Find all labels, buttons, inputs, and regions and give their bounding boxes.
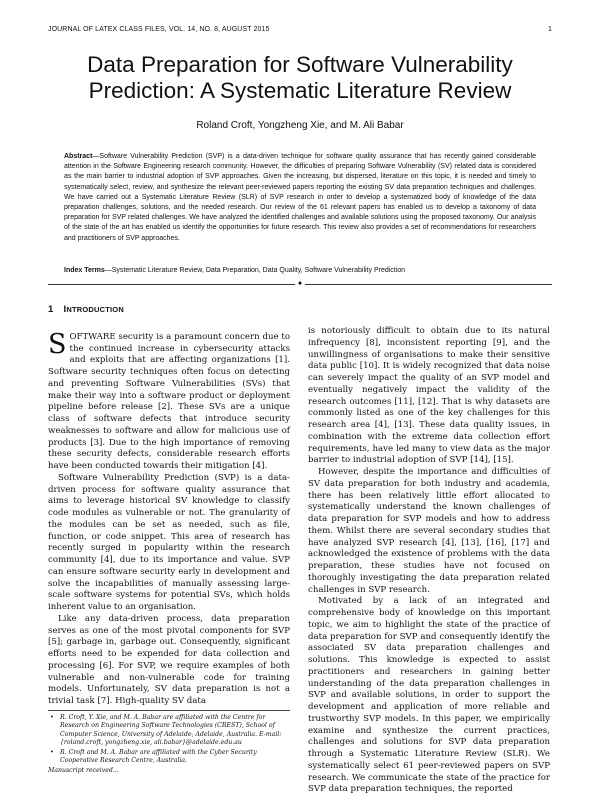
- paragraph: is notoriously difficult to obtain due to its natural infrequency [8], inconsistent reporting [9], and the unwillingness of organisations to make their sensitive data public [10]. It is widely recognized that data noise can severely impact the quality of an SVP model and eventually negatively impact the validity of the research outcomes [11], [12]. That is why datasets are commonly listed as one of the key challenges for this research area [4], [13]. These data quality issues, in combination with the extreme data collection effort requirements, have led many to view data as the major barrier to industrial adoption of SVP [14], [15].: [308, 326, 550, 466]
- footnote-text: R. Croft and M. A. Babar are affiliated with the Cyber Security Cooperative Research Centre, Australia.: [60, 748, 257, 765]
- section-title-first: I: [63, 304, 67, 315]
- bullet-icon: •: [50, 748, 54, 756]
- first-word: OFTWARE: [69, 331, 116, 342]
- manuscript-note: Manuscript received...: [48, 767, 119, 775]
- paragraph: Like any data-driven process, data preparation serves as one of the most pivotal components for SVP [5]; garbage in, garbage out. Consequently, significant efforts need to be expended for data collection and processing [6]. For SVP, we require examples of both vulnerable and non-vulnerable code for training models. Unfortunately, SV data preparation is not a trivial task [7]. High-quality SV data: [48, 613, 290, 706]
- paragraph: However, despite the importance and difficulties of SV data preparation for both industry and academia, there has been relatively little effort allocated to systematically understand the known challenges of data preparation for SVP models and how to address them. Whilst there are several secondary studies that have analyzed SVP research [4], [13], [16], [17] and acknowledged the existence of problems with the data preparation, these studies have not focused on thoroughly investigating the data preparation related challenges in SVP research.: [308, 467, 550, 595]
- index-terms-label: Index Terms: [64, 267, 105, 274]
- diamond-ornament-icon: ✦: [296, 279, 304, 288]
- bullet-icon: •: [50, 714, 54, 721]
- footnote: [48, 714, 290, 748]
- section-heading: [48, 304, 290, 316]
- paper-title: Data Preparation for Software Vulnerability Prediction: A Systematic Literature Review: [87, 52, 513, 103]
- footnote-text: R. Croft, Y. Xie, and M. A. Babar are affiliated with the Centre for Research on Engineering Software Technologies (CREST), School of Computer Science, University of Adelaide, Adelaide, Australia. E-mail: {roland.croft, yongzheng.xie, ali.babar}@adelaide.edu.au: [60, 714, 282, 747]
- paragraph-text: security is a paramount concern due to the continued increase in cybersecurity attacks and exploits that are affecting organizations [1]. Software security techniques often focus on detecting and preventing Software Vulnerabilities (SVs) that make their way into a software product or deployment pipeline before release [2]. These SVs are a unique class of software defects that introduce security weaknesses to software and allow for malicious use of products [3]. Due to the high importance of removing these security defects, considerable research efforts have been conducted towards their mitigation [4].: [48, 331, 290, 471]
- drop-cap: S: [48, 328, 67, 360]
- section-title-rest: NTRODUCTION: [66, 305, 124, 314]
- paragraph: [48, 328, 290, 473]
- journal-header: JOURNAL OF LATEX CLASS FILES, VOL. 14, NO. 8, AUGUST 2015: [48, 26, 270, 33]
- paragraph: Motivated by a lack of an integrated and comprehensive body of knowledge on this important topic, we aim to highlight the state of the practice of data preparation for SVP and consequently identify the associated SV data preparation challenges and solutions. This knowledge is expected to assist practitioners and researchers in gaining better understanding of the data preparation challenges in SVP and available solutions, in order to support the development and application of more reliable and trustworthy SVP models. In this paper, we empirically examine and synthesize the current practices, challenges and solutions for SVP data preparation through a Systematic Literature Review (SLR). We systematically select 61 peer-reviewed papers on SVP research. We communicate the state of the practice for SVP data preparation techniques, the reported: [308, 596, 550, 795]
- paragraph: Software Vulnerability Prediction (SVP) is a data-driven process for software quality assurance that aims to leverage historical SV knowledge to classify code modules as vulnerable or not. The granularity of the modules can be set as needed, such as file, function, or code snippet. This area of research has recently surged in popularity within the research community [4], due to its importance and value. SVP can ensure software security early in development and solve the incapabilities of manually assessing large-scale software systems for potential SVs, which holds inherent value to an organisation.: [48, 472, 290, 612]
- abstract-label: Abstract: [64, 153, 93, 160]
- section-number: 1: [48, 304, 54, 315]
- page-number: 1: [548, 26, 552, 33]
- index-terms-text: —Systematic Literature Review, Data Preparation, Data Quality, Software Vulnerability Prediction: [104, 267, 406, 274]
- footnote: [48, 749, 290, 766]
- author-list: Roland Croft, Yongzheng Xie, and M. Ali Babar: [196, 120, 404, 131]
- abstract: [64, 152, 536, 244]
- left-column: [48, 304, 290, 708]
- right-column: [308, 326, 550, 796]
- footnotes: [48, 710, 290, 776]
- index-terms: [64, 266, 536, 276]
- abstract-text: —Software Vulnerability Prediction (SVP) is a data-driven technique for software quality assurance that has recently gained considerable attention in the Software Engineering research community. However, the difficulties of preparing Software Vulnerability (SV) related data is considered as the main barrier to industrial adoption of SVP approaches. Given the increasing, but dispersed, literature on this topic, it is needed and timely to systematically select, review, and synthesize the relevant peer-reviewed papers reporting the existing SV data preparation techniques and challenges. We have carried out a Systematic Literature Review (SLR) of SVP research in order to develop a systematized body of knowledge of the data preparation challenges, solutions, and the needed research. Our review of the 61 relevant papers has enabled us to develop a taxonomy of data preparation for SVP related challenges. We have analyzed the identified challenges and available solutions using the proposed taxonomy. Our analysis of the state of the art has enabled us identify the opportunities for future research. This review also provides a set of recommendations for researchers and practitioners of SVP approaches.: [64, 153, 536, 242]
